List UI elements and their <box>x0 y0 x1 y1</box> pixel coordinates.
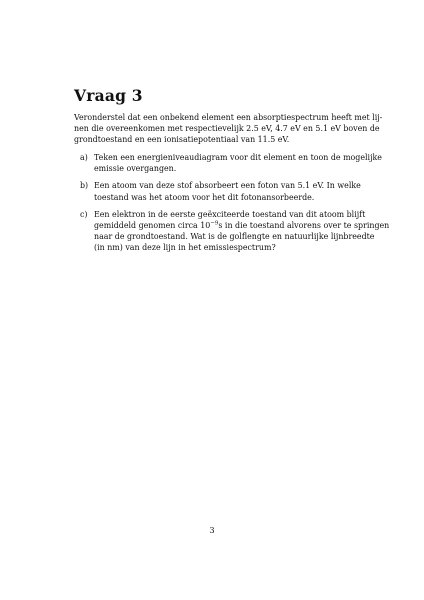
item-text-b <box>94 180 360 202</box>
item-c-line-2-end: s in die toestand alvorens over te springen <box>218 221 390 231</box>
item-c-line-1: Een elektron in de eerste geëxciteerde toestand van dit atoom blijft <box>94 209 366 219</box>
intro-line-2: nen die overeenkomen met respectievelijk 2.5 eV, 4.7 eV en 5.1 eV boven de <box>74 124 380 134</box>
question-title: Vraag 3 <box>74 86 143 105</box>
intro-line-3: grondtoestand en een ionisatiepotentiaal van 11.5 eV. <box>74 135 290 145</box>
intro-line-1: Veronderstel dat een onbekend element een absorptiespectrum heeft met lij- <box>74 113 383 122</box>
question-items <box>74 152 390 254</box>
item-label-c: c) <box>80 209 88 219</box>
item-c-line-2 <box>94 220 390 231</box>
item-a-line-2: emissie overgangen. <box>94 164 177 174</box>
question-item-a <box>74 152 382 174</box>
item-c-line-4: (in nm) van deze lijn in het emissiespectrum? <box>94 243 276 253</box>
item-text-c <box>94 209 390 254</box>
item-text-a <box>94 152 382 174</box>
item-b-line-2: toestand was het atoom voor het dit fotonansorbeerde. <box>94 192 315 202</box>
item-c-line-3: naar de grondtoestand. Wat is de golflengte en natuurlijke lijnbreedte <box>94 232 375 242</box>
item-c-exponent: −9 <box>210 220 219 227</box>
question-item-b <box>74 180 360 202</box>
page-number: 3 <box>209 526 215 535</box>
item-b-line-1: Een atoom van deze stof absorbeert een foton van 5.1 eV. In welke <box>94 181 361 191</box>
question-item-c <box>74 209 390 254</box>
item-label-b: b) <box>80 181 89 191</box>
item-label-a: a) <box>80 153 88 162</box>
question-intro <box>74 112 383 146</box>
item-c-line-2-start: gemiddeld genomen circa 10 <box>94 221 211 231</box>
item-a-line-1: Teken een energieniveaudiagram voor dit element en toon de mogelijke <box>94 153 382 162</box>
